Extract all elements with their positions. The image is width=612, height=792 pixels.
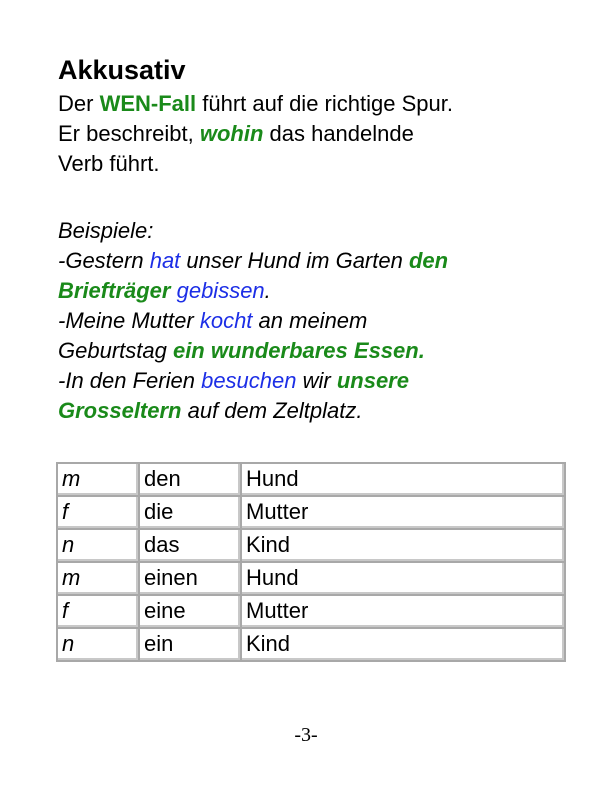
example-text: -In den Ferien <box>58 368 202 393</box>
table-row <box>58 497 564 528</box>
article-cell: das <box>140 530 240 561</box>
example-text: . <box>418 338 425 363</box>
example-1-line-2 <box>58 276 588 306</box>
article-cell: ein <box>140 629 240 660</box>
gender-cell: m <box>58 464 138 495</box>
object-highlight: Grosseltern <box>58 398 182 423</box>
article-cell: eine <box>140 596 240 627</box>
examples-section <box>58 216 588 426</box>
intro-paragraph <box>58 89 588 179</box>
example-text: unser Hund im Garten <box>180 248 409 273</box>
gender-cell: m <box>58 563 138 594</box>
intro-text: das handelnde <box>263 121 414 146</box>
object-highlight: ein wunderbares Essen <box>172 338 419 363</box>
gender-cell: f <box>58 596 138 627</box>
verb-highlight: hat <box>149 248 181 273</box>
verb-highlight: besuchen <box>201 368 297 393</box>
noun-cell: Mutter <box>242 596 564 627</box>
object-highlight: den <box>408 248 449 273</box>
example-text: Geburtstag <box>58 338 173 363</box>
example-2-line-1 <box>58 306 588 336</box>
noun-cell: Hund <box>242 464 564 495</box>
intro-text: Er beschreibt, <box>58 121 200 146</box>
object-highlight: unsere <box>336 368 409 393</box>
intro-line-1 <box>58 89 588 119</box>
table-row <box>58 596 564 627</box>
article-cell: den <box>140 464 240 495</box>
example-3-line-1 <box>58 366 588 396</box>
gender-cell: n <box>58 530 138 561</box>
highlight-term: wohin <box>199 121 264 146</box>
example-text: an meinem <box>252 308 368 333</box>
intro-text: führt auf die richtige Spur. <box>196 91 453 116</box>
example-text: -Meine Mutter <box>58 308 200 333</box>
table-row <box>58 629 564 660</box>
page-title: Akkusativ <box>58 55 186 85</box>
example-3-line-2 <box>58 396 588 426</box>
highlight-term: WEN-Fall <box>99 91 197 116</box>
gender-cell: n <box>58 629 138 660</box>
table-row <box>58 563 564 594</box>
example-2-line-2 <box>58 336 588 366</box>
article-cell: die <box>140 497 240 528</box>
table-row <box>58 464 564 495</box>
table-row <box>58 530 564 561</box>
example-text: auf dem Zeltplatz. <box>181 398 363 423</box>
article-table <box>56 462 566 662</box>
gender-cell: f <box>58 497 138 528</box>
intro-line-3: Verb führt. <box>58 151 160 176</box>
object-highlight: Briefträger <box>58 278 171 303</box>
intro-text: Der <box>58 91 100 116</box>
noun-cell: Kind <box>242 530 564 561</box>
page-number: -3- <box>294 724 318 746</box>
noun-cell: Hund <box>242 563 564 594</box>
noun-cell: Mutter <box>242 497 564 528</box>
example-1-line-1 <box>58 246 588 276</box>
verb-highlight: kocht <box>199 308 253 333</box>
article-cell: einen <box>140 563 240 594</box>
example-text: wir <box>296 368 337 393</box>
verb-highlight: gebissen <box>170 278 265 303</box>
example-text: -Gestern <box>58 248 150 273</box>
example-text: . <box>264 278 271 303</box>
examples-heading: Beispiele: <box>58 218 154 243</box>
intro-line-2 <box>58 119 588 149</box>
noun-cell: Kind <box>242 629 564 660</box>
